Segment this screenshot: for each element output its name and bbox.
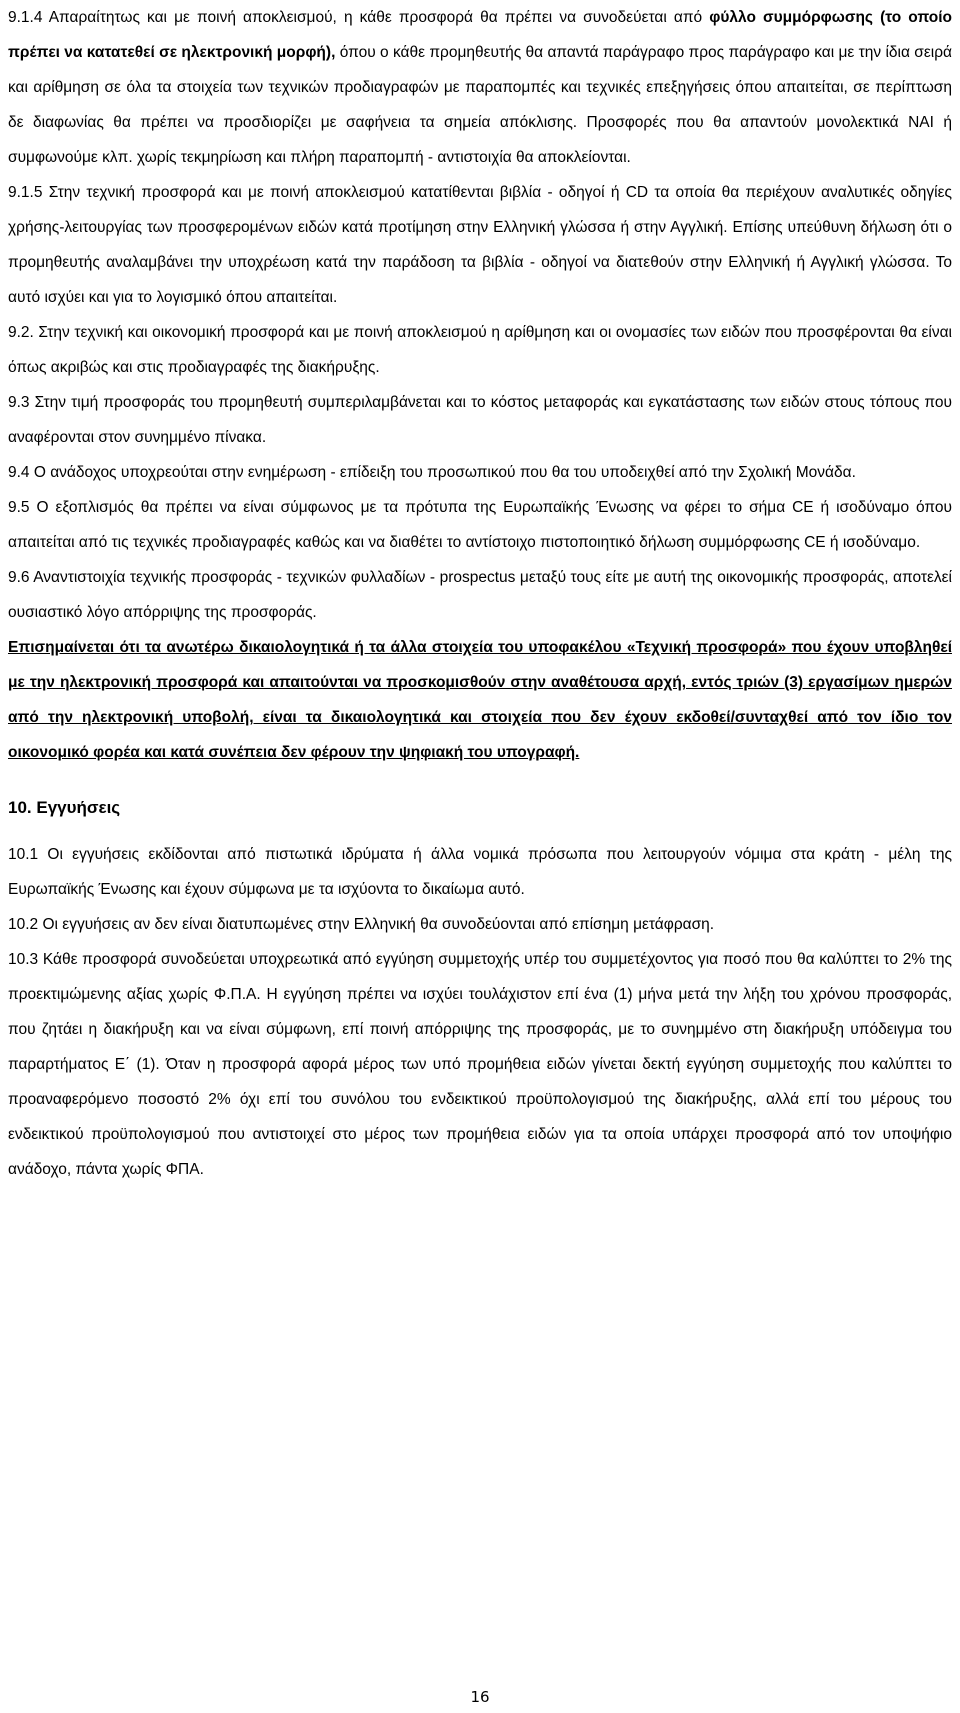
- page-number: 16: [470, 1688, 490, 1706]
- paragraph-9-1-4-lead: 9.1.4 Απαραίτητως και με ποινή αποκλεισμού, η κάθε προσφορά θα πρέπει να συνοδεύεται από: [8, 9, 710, 26]
- paragraph-9-1-5: 9.1.5 Στην τεχνική προσφορά και με ποινή αποκλεισμού κατατίθενται βιβλία - οδηγοί ή CD τα οποία θα περιέχουν αναλυτικές οδηγίες χρήσης-λειτουργίας των προσφερομένων ειδών κατά προτίμηση στην Ελληνική γλώσσα ή στην Αγγλική. Επίσης υπεύθυνη δήλωση ότι ο προμηθευτής αναλαμβάνει την υποχρέωση κατά την παράδοση τα βιβλία - οδηγοί να διατεθούν στην Ελληνική ή Αγγλική γλώσσα. Το αυτό ισχύει και για το λογισμικό όπου απαιτείται.: [8, 184, 952, 306]
- paragraph-9-1-4-rest: όπου ο κάθε προμηθευτής θα απαντά παράγραφο προς παράγραφο και με την ίδια σειρά και αρίθμηση σε όλα τα στοιχεία των τεχνικών προδιαγραφών με παραπομπές και τεχνικές επεξηγήσεις όπου απαιτείται, σε περίπτωση δε διαφωνίας θα πρέπει να προσδιορίζει με σαφήνεια τα σημεία απόκλισης. Προσφορές που θα απαντούν μονολεκτικά ΝΑΙ ή συμφωνούμε κλπ. χωρίς τεκμηρίωση και πλήρη παραπομπή - αντιστοιχία θα αποκλείονται.: [8, 44, 952, 166]
- paragraph-9-2: 9.2. Στην τεχνική και οικονομική προσφορά και με ποινή αποκλεισμού η αρίθμηση και οι ονομασίες των ειδών που προσφέρονται θα είναι όπως ακριβώς και στις προδιαγραφές της διακήρυξης.: [8, 324, 952, 376]
- paragraph-9-5: 9.5 Ο εξοπλισμός θα πρέπει να είναι σύμφωνος με τα πρότυπα της Ευρωπαϊκής Ένωσης να φέρει το σήμα CE ή ισοδύναμο όπου απαιτείται από τις τεχνικές προδιαγραφές καθώς και να διαθέτει το αντίστοιχο πιστοποιητικό δήλωση συμμόρφωσης CE ή ισοδύναμο.: [8, 499, 952, 551]
- paragraph-9-1-4: [8, 0, 952, 175]
- paragraph-10-1: 10.1 Οι εγγυήσεις εκδίδονται από πιστωτικά ιδρύματα ή άλλα νομικά πρόσωπα που λειτουργούν νόμιμα στα κράτη - μέλη της Ευρωπαϊκής Ένωσης και έχουν σύμφωνα με τα ισχύοντα το δικαίωμα αυτό.: [8, 846, 952, 898]
- paragraph-9-4: 9.4 Ο ανάδοχος υποχρεούται στην ενημέρωση - επίδειξη του προσωπικού που θα του υποδειχθεί από την Σχολική Μονάδα.: [8, 464, 856, 481]
- document-page: [8, 0, 952, 1187]
- paragraph-10-3: 10.3 Κάθε προσφορά συνοδεύεται υποχρεωτικά από εγγύηση συμμετοχής υπέρ του συμμετέχοντος για ποσό που θα καλύπτει το 2% της προεκτιμώμενης αξίας χωρίς Φ.Π.Α. Η εγγύηση πρέπει να ισχύει τουλάχιστον επί ένα (1) μήνα μετά την λήξη του χρόνου προσφοράς, που ζητάει η διακήρυξη και να είναι σύμφωνη, επί ποινή απόρριψης της προσφοράς, με το συνημμένο στη διακήρυξη υπόδειγμα του παραρτήματος Ε΄ (1). Όταν η προσφορά αφορά μέρος των υπό προμήθεια ειδών γίνεται δεκτή εγγύηση συμμετοχής που καλύπτει το προαναφερόμενο ποσοστό 2% όχι επί του συνόλου του ενδεικτικού προϋπολογισμού της διακήρυξης, αλλά επί του μέρους του ενδεικτικού προϋπολογισμού που αντιστοιχεί στο μέρος των προμήθεια ειδών για τα οποία υπάρχει προσφορά από τον υποψήφιο ανάδοχο, πάντα χωρίς ΦΠΑ.: [8, 951, 952, 1178]
- paragraph-9-6: 9.6 Αναντιστοιχία τεχνικής προσφοράς - τεχνικών φυλλαδίων - prospectus μεταξύ τους είτε με αυτή της οικονομικής προσφοράς, αποτελεί ουσιαστικό λόγο απόρριψης της προσφοράς.: [8, 569, 952, 621]
- notice-paragraph: Επισημαίνεται ότι τα ανωτέρω δικαιολογητικά ή τα άλλα στοιχεία του υποφακέλου «Τεχνική προσφορά» που έχουν υποβληθεί με την ηλεκτρονική προσφορά και απαιτούνται να προσκομισθούν στην αναθέτουσα αρχή, εντός τριών (3) εργασίμων ημερών από την ηλεκτρονική υποβολή, είναι τα δικαιολογητικά και στοιχεία που δεν έχουν εκδοθεί/συνταχθεί από τον ίδιο τον οικονομικό φορέα και κατά συνέπεια δεν φέρουν την ψηφιακή του υπογραφή.: [8, 639, 952, 761]
- spacer: [8, 825, 952, 837]
- section-10-heading: 10. Εγγυήσεις: [8, 798, 121, 817]
- spacer: [8, 770, 952, 790]
- paragraph-10-2: 10.2 Οι εγγυήσεις αν δεν είναι διατυπωμένες στην Ελληνική θα συνοδεύονται από επίσημη μετάφραση.: [8, 916, 715, 933]
- paragraph-9-3: 9.3 Στην τιμή προσφοράς του προμηθευτή συμπεριλαμβάνεται και το κόστος μεταφοράς και εγκατάστασης των ειδών στους τόπους που αναφέρονται στον συνημμένο πίνακα.: [8, 394, 952, 446]
- paragraph-9-1-4-bold: φύλλο συμμόρφωσης (το οποίο πρέπει να κατατεθεί σε ηλεκτρονική μορφή),: [8, 9, 953, 61]
